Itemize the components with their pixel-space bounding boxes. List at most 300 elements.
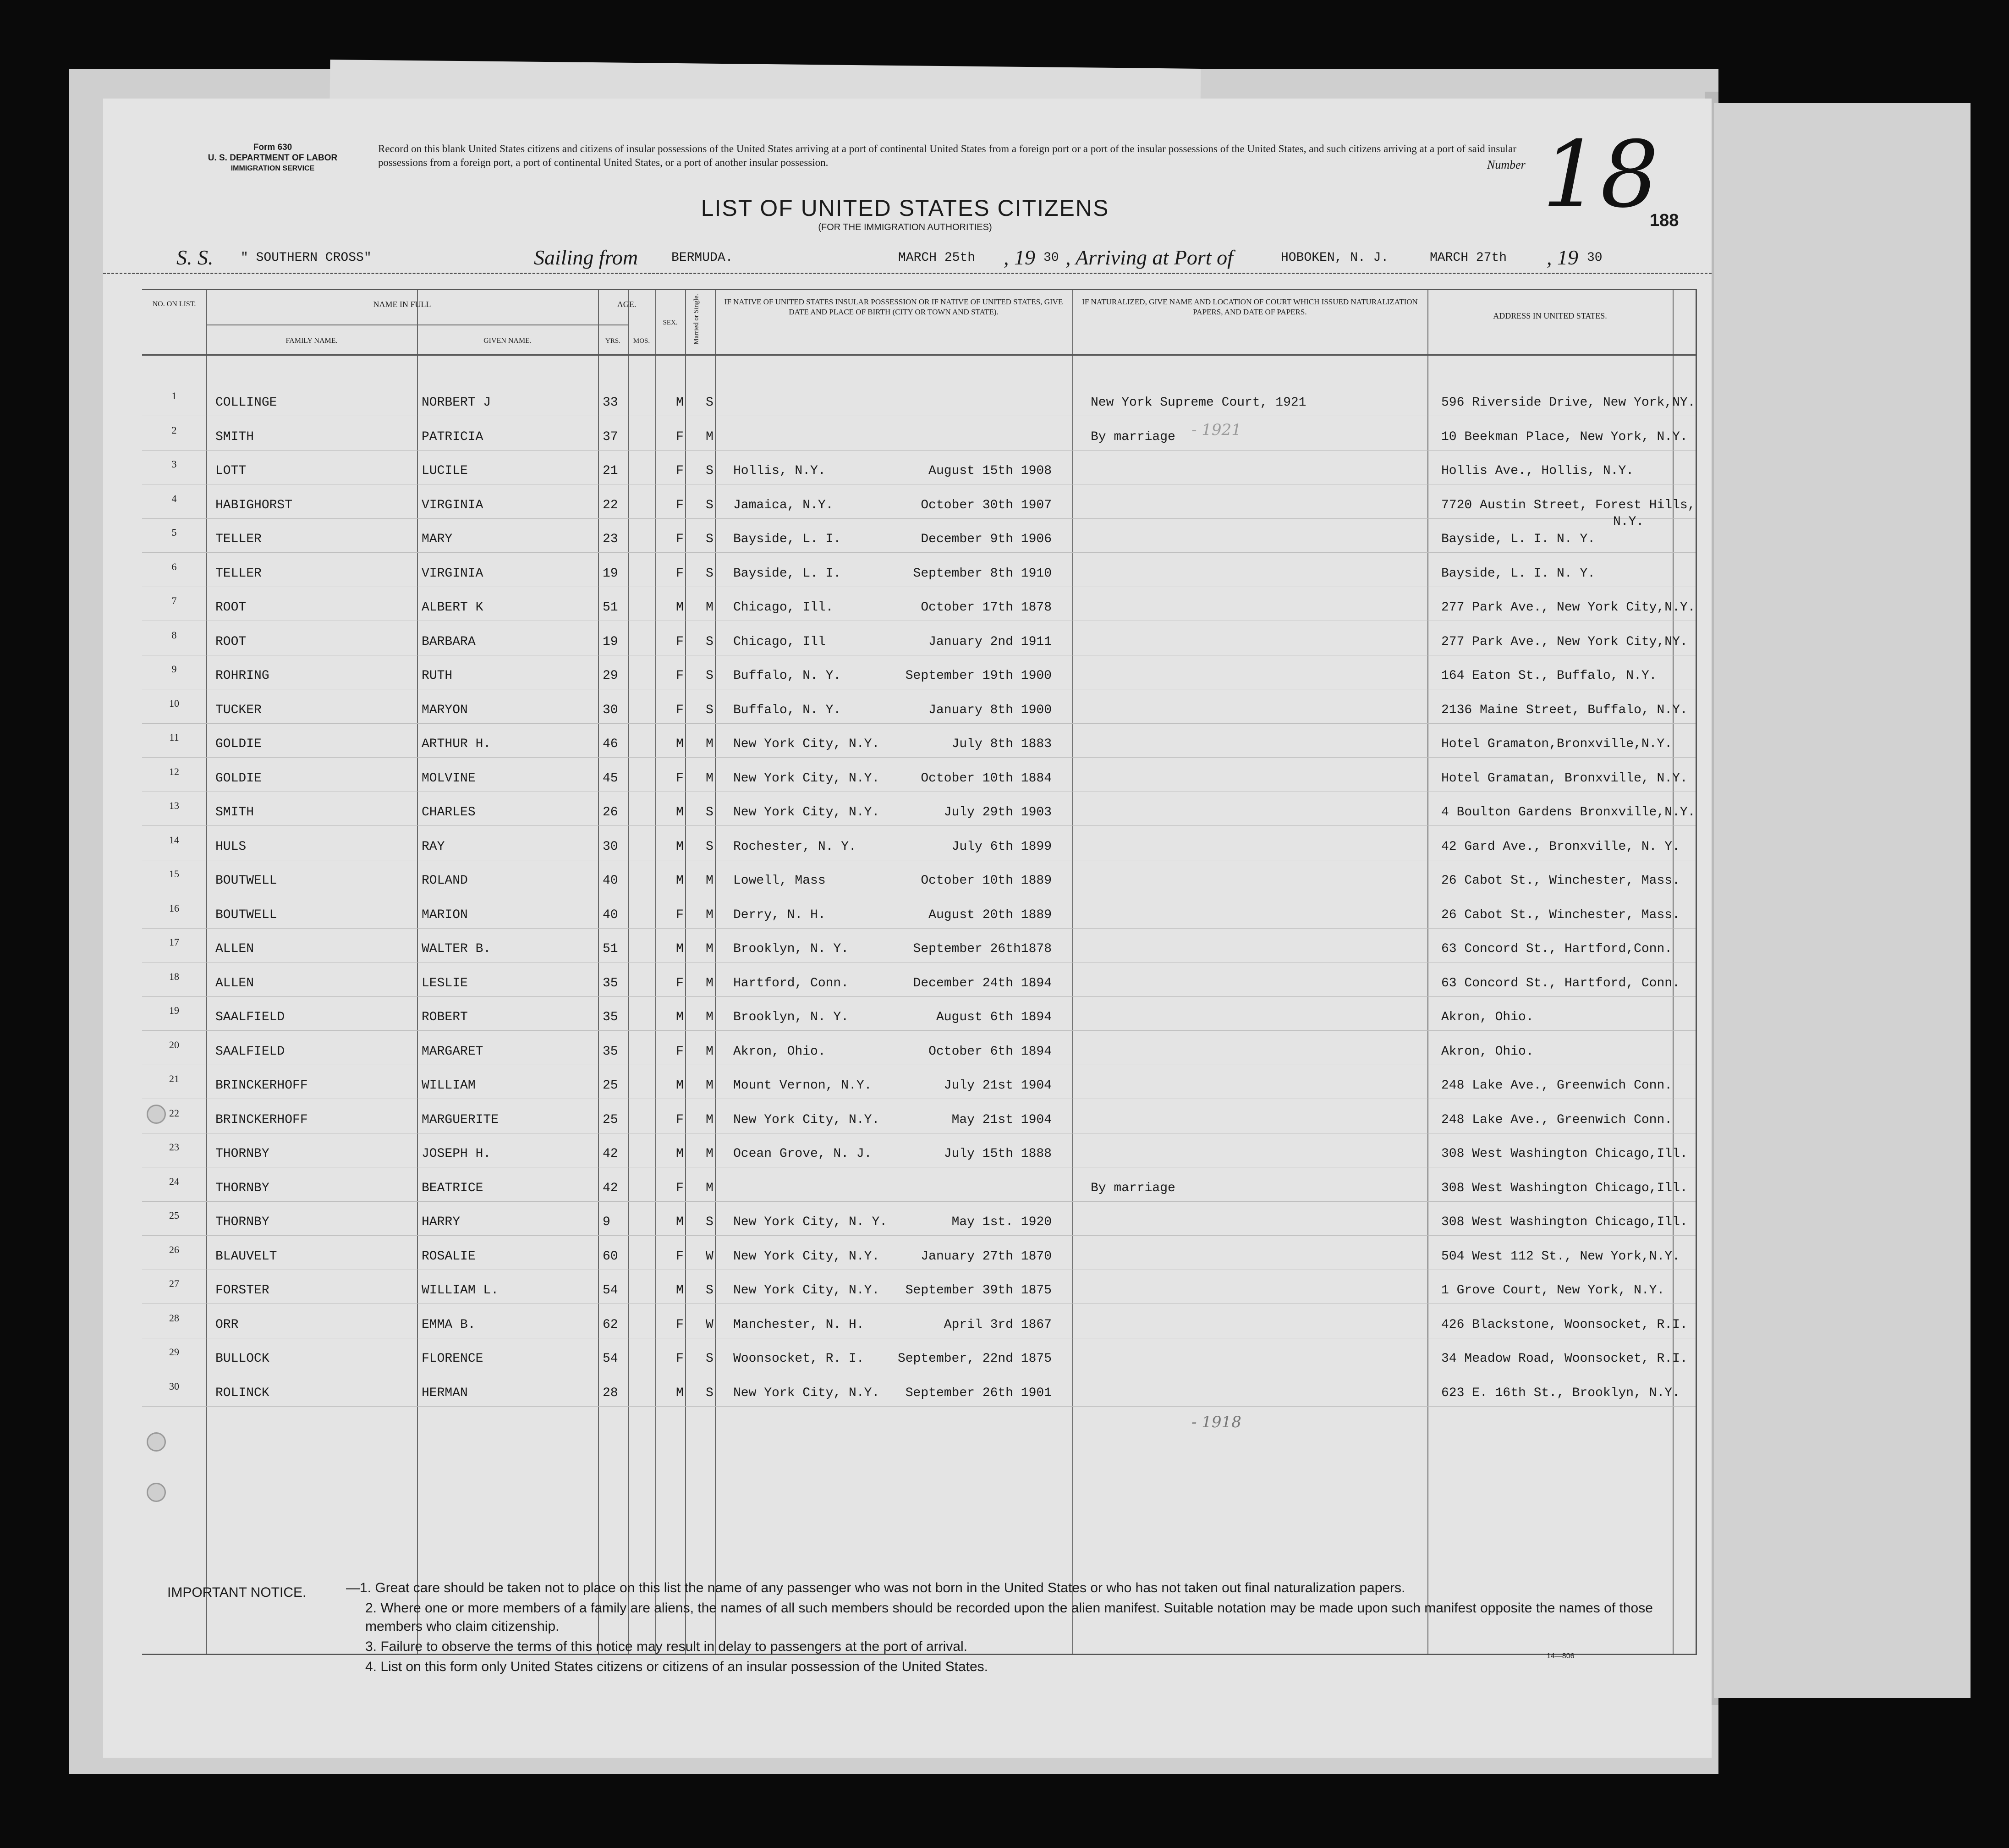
sex: M [676, 1386, 684, 1400]
birth-date: April 3rd 1867 [944, 1317, 1052, 1332]
row-number: 2 [171, 424, 177, 436]
notice-items [346, 1579, 1675, 1678]
family-name: LOTT [215, 464, 247, 478]
marital-status: S [706, 396, 714, 410]
birth-place: Hartford, Conn. [733, 976, 849, 990]
row-number: 17 [169, 936, 179, 948]
naturalization: By marriage [1091, 1181, 1175, 1195]
given-name: MARY [422, 532, 453, 546]
notice-item: 4. List on this form only United States citizens or citizens of an insular possession of the United States. [365, 1659, 988, 1674]
age-years: 45 [603, 771, 618, 786]
list-number: 18 [1542, 121, 1659, 228]
address: 277 Park Ave., New York City,N.Y. [1441, 600, 1696, 615]
age-years: 25 [603, 1078, 618, 1093]
sex: F [676, 703, 684, 717]
birth-date: July 8th 1883 [951, 737, 1052, 751]
given-name: BEATRICE [422, 1181, 483, 1195]
address: Akron, Ohio. [1441, 1010, 1534, 1024]
table-row [142, 1065, 1696, 1099]
table-row [142, 655, 1696, 689]
given-name: ROLAND [422, 874, 468, 888]
sex: F [676, 771, 684, 786]
birth-date: May 21st 1904 [951, 1112, 1052, 1127]
table-row [142, 1270, 1696, 1304]
notice-label: IMPORTANT NOTICE. [167, 1585, 307, 1600]
table-row [142, 758, 1696, 792]
family-name: THORNBY [215, 1181, 269, 1195]
given-name: VIRGINIA [422, 498, 483, 512]
family-name: BOUTWELL [215, 908, 277, 922]
family-name: HABIGHORST [215, 498, 293, 512]
sex: M [676, 1078, 684, 1093]
row-number: 27 [169, 1278, 179, 1289]
binder-hole [147, 1432, 166, 1452]
row-number: 24 [169, 1175, 179, 1187]
birth-place: Bayside, L. I. [733, 566, 841, 581]
sex: M [676, 1010, 684, 1024]
family-name: GOLDIE [215, 737, 262, 751]
row-number: 15 [169, 868, 179, 880]
header-married-single: Married or Single. [692, 294, 700, 345]
birth-date: July 21st 1904 [944, 1078, 1052, 1093]
address: 7720 Austin Street, Forest Hills, [1441, 498, 1696, 512]
age-years: 51 [603, 942, 618, 956]
birth-place: New York City, N.Y. [733, 1249, 880, 1264]
given-name: WILLIAM L. [422, 1283, 499, 1298]
marital-status: S [706, 703, 714, 717]
address: Hollis Ave., Hollis, N.Y. [1441, 464, 1634, 478]
birth-date: January 27th 1870 [921, 1249, 1052, 1264]
marital-status: S [706, 669, 714, 683]
age-years: 35 [603, 1010, 618, 1024]
age-years: 35 [603, 1044, 618, 1059]
given-name: ROSALIE [422, 1249, 476, 1264]
age-years: 40 [603, 874, 618, 888]
given-name: FLORENCE [422, 1352, 483, 1366]
table-row [142, 1304, 1696, 1338]
birth-date: October 17th 1878 [921, 600, 1052, 615]
sex: F [676, 498, 684, 512]
page-number: 188 [1650, 211, 1679, 230]
table-row [142, 484, 1696, 529]
sailing-year: 30 [1043, 251, 1059, 265]
age-years: 26 [603, 805, 618, 820]
sex: F [676, 908, 684, 922]
birth-place: New York City, N. Y. [733, 1215, 888, 1229]
address: 4 Boulton Gardens Bronxville,N.Y. [1441, 805, 1696, 820]
sex: F [676, 1044, 684, 1059]
given-name: PATRICIA [422, 429, 483, 444]
row-number: 6 [171, 561, 177, 572]
handwritten-marriage-year-1: - 1921 [1191, 421, 1241, 439]
given-name: HARRY [422, 1215, 461, 1229]
row-number: 13 [169, 800, 179, 811]
given-name: LUCILE [422, 464, 468, 478]
service-name: IMMIGRATION SERVICE [231, 165, 315, 172]
row-number: 26 [169, 1243, 179, 1255]
number-label: Number [1487, 158, 1526, 171]
form-number: Form 630 [253, 143, 292, 152]
given-name: ALBERT K [422, 600, 483, 615]
header-name-in-full: NAME IN FULL [373, 300, 431, 309]
table-row [142, 587, 1696, 621]
row-number: 25 [169, 1210, 179, 1221]
age-years: 25 [603, 1112, 618, 1127]
adjacent-page [1714, 103, 1971, 1698]
table-row [142, 792, 1696, 826]
naturalization: By marriage [1091, 429, 1175, 444]
birth-place: Chicago, Ill. [733, 600, 834, 615]
row-number: 9 [171, 663, 177, 675]
row-number: 4 [171, 492, 177, 504]
marital-status: M [706, 908, 714, 922]
birth-place: Brooklyn, N. Y. [733, 1010, 849, 1024]
marital-status: W [706, 1317, 714, 1332]
sex: M [676, 1215, 684, 1229]
sex: M [676, 1147, 684, 1161]
name-subrule [206, 324, 628, 325]
given-name: JOSEPH H. [422, 1147, 491, 1161]
address: 34 Meadow Road, Woonsocket, R.I. [1441, 1352, 1688, 1366]
sex: M [676, 1283, 684, 1298]
given-name: MARION [422, 908, 468, 922]
sex: F [676, 1352, 684, 1366]
birth-place: New York City, N.Y. [733, 1283, 880, 1298]
age-years: 54 [603, 1283, 618, 1298]
family-name: GOLDIE [215, 771, 262, 786]
row-number: 18 [169, 970, 179, 982]
binder-hole [147, 1105, 166, 1124]
sex: M [676, 600, 684, 615]
family-name: BLAUVELT [215, 1249, 277, 1264]
birth-date: October 30th 1907 [921, 498, 1052, 512]
age-years: 40 [603, 908, 618, 922]
address: 26 Cabot St., Winchester, Mass. [1441, 908, 1680, 922]
birth-place: New York City, N.Y. [733, 805, 880, 820]
birth-place: New York City, N.Y. [733, 771, 880, 786]
birth-place: Derry, N. H. [733, 908, 826, 922]
birth-date: December 9th 1906 [921, 532, 1052, 546]
row-number: 1 [171, 390, 177, 402]
marital-status: M [706, 976, 714, 990]
birth-place: Chicago, Ill [733, 634, 826, 649]
voyage-line [103, 245, 1712, 273]
sex: M [676, 396, 684, 410]
marital-status: S [706, 464, 714, 478]
family-name: THORNBY [215, 1147, 269, 1161]
sex: F [676, 1112, 684, 1127]
row-number: 14 [169, 834, 179, 846]
sex: F [676, 566, 684, 581]
birth-place: Buffalo, N. Y. [733, 669, 841, 683]
header-sex: SEX. [663, 319, 678, 326]
given-name: VIRGINIA [422, 566, 483, 581]
birth-date: October 10th 1889 [921, 874, 1052, 888]
arrival-year-prefix: , 19 [1547, 246, 1578, 269]
birth-place: New York City, N.Y. [733, 737, 880, 751]
marital-status: M [706, 942, 714, 956]
ss-label: S. S. [176, 246, 214, 269]
header-naturalization: IF NATURALIZED, GIVE NAME AND LOCATION OF COURT WHICH ISSUED NATURALIZATION PAPERS, AND DATE OF PAPERS. [1082, 297, 1418, 316]
given-name: NORBERT J [422, 396, 491, 410]
age-years: 35 [603, 976, 618, 990]
address: Bayside, L. I. N. Y. [1441, 532, 1596, 546]
voyage-rule [103, 273, 1712, 274]
birth-place: Akron, Ohio. [733, 1044, 826, 1059]
header-yrs: YRS. [605, 337, 620, 345]
binder-hole [147, 1483, 166, 1502]
row-number: 21 [169, 1073, 179, 1084]
age-years: 29 [603, 669, 618, 683]
birth-place: New York City, N.Y. [733, 1112, 880, 1127]
form-instructions: Record on this blank United States citizens and citizens of insular possessions of the United States arriving at a port of continental United States from a foreign port or a port of the insular possessions of the United States, and such citizens arriving at a port of said insular possessions from a foreign port, a port of continental United States, or a port of another insular possession. [378, 143, 1517, 168]
marital-status: M [706, 1044, 714, 1059]
family-name: SAALFIELD [215, 1044, 285, 1059]
address: Hotel Gramaton,Bronxville,N.Y. [1441, 737, 1673, 751]
given-name: MARGUERITE [422, 1112, 499, 1127]
header-rule [142, 354, 1696, 356]
birth-date: August 6th 1894 [936, 1010, 1052, 1024]
birth-date: August 20th 1889 [928, 908, 1052, 922]
table-row [142, 996, 1696, 1031]
address: Akron, Ohio. [1441, 1044, 1534, 1059]
table-row [142, 1133, 1696, 1167]
sex: F [676, 976, 684, 990]
address: 42 Gard Ave., Bronxville, N. Y. [1441, 839, 1680, 854]
row-number: 29 [169, 1346, 179, 1358]
family-name: BRINCKERHOFF [215, 1112, 308, 1127]
birth-date: September 39th 1875 [905, 1283, 1052, 1298]
address: 504 West 112 St., New York,N.Y. [1441, 1249, 1680, 1264]
given-name: ROBERT [422, 1010, 468, 1024]
age-years: 23 [603, 532, 618, 546]
table-row [142, 1099, 1696, 1133]
arrival-year: 30 [1587, 251, 1603, 265]
birth-place: Ocean Grove, N. J. [733, 1147, 872, 1161]
table-row [142, 826, 1696, 860]
given-name: WILLIAM [422, 1078, 476, 1093]
birth-place: Hollis, N.Y. [733, 464, 826, 478]
table-row [142, 450, 1696, 484]
sex: F [676, 429, 684, 444]
age-years: 46 [603, 737, 618, 751]
birth-date: September, 22nd 1875 [897, 1352, 1052, 1366]
family-name: TUCKER [215, 703, 262, 717]
manifest-page [103, 99, 1712, 1758]
row-number: 23 [169, 1141, 179, 1153]
birth-date: July 15th 1888 [944, 1147, 1052, 1161]
address: 277 Park Ave., New York City,NY. [1441, 634, 1688, 649]
address: 63 Concord St., Hartford, Conn. [1441, 976, 1680, 990]
given-name: EMMA B. [422, 1317, 476, 1332]
age-years: 33 [603, 396, 618, 410]
header-birth: IF NATIVE OF UNITED STATES INSULAR POSSESSION OR IF NATIVE OF UNITED STATES, GIVE DATE AND PLACE OF BIRTH (CITY OR TOWN AND STATE). [724, 297, 1063, 316]
table-row [142, 1201, 1696, 1236]
sailing-year-prefix: , 19 [1004, 246, 1035, 269]
birth-date: September 8th 1910 [913, 566, 1052, 581]
sailing-date: MARCH 25th [898, 251, 976, 265]
family-name: SMITH [215, 805, 254, 820]
row-number: 3 [171, 458, 177, 470]
sex: F [676, 1249, 684, 1264]
row-number: 19 [169, 1005, 179, 1016]
birth-date: January 2nd 1911 [928, 634, 1052, 649]
given-name: MARYON [422, 703, 468, 717]
table-row [142, 962, 1696, 997]
header-given-name: GIVEN NAME. [483, 337, 532, 345]
row-number: 28 [169, 1312, 179, 1324]
sex: F [676, 669, 684, 683]
marital-status: M [706, 1010, 714, 1024]
birth-date: January 8th 1900 [928, 703, 1052, 717]
birth-place: Lowell, Mass [733, 874, 826, 888]
birth-date: August 15th 1908 [928, 464, 1052, 478]
sex: F [676, 532, 684, 546]
family-name: ALLEN [215, 976, 254, 990]
birth-place: Mount Vernon, N.Y. [733, 1078, 872, 1093]
header-family-name: FAMILY NAME. [285, 337, 338, 345]
sex: M [676, 942, 684, 956]
address: 2136 Maine Street, Buffalo, N.Y. [1441, 703, 1688, 717]
row-number: 5 [171, 527, 177, 538]
form-code: 14—806 [1547, 1652, 1575, 1660]
marital-status: M [706, 1112, 714, 1127]
marital-status: S [706, 566, 714, 581]
row-number: 7 [171, 595, 177, 606]
notice-item: —1. Great care should be taken not to place on this list the name of any passenger who was not born in the United States or who has not taken out final naturalization papers. [346, 1580, 1405, 1595]
row-number: 12 [169, 765, 179, 777]
given-name: ARTHUR H. [422, 737, 491, 751]
notice-item: 2. Where one or more members of a family are aliens, the names of all such members should be recorded upon the alien manifest. Suitable notation may be made upon such manifest opposite the names of those members who claim citizenship. [365, 1600, 1653, 1634]
birth-place: Rochester, N. Y. [733, 839, 856, 854]
birth-date: September 26th1878 [913, 942, 1052, 956]
sex: M [676, 839, 684, 854]
given-name: RAY [422, 839, 445, 854]
page-subtitle: (FOR THE IMMIGRATION AUTHORITIES) [818, 222, 992, 232]
age-years: 42 [603, 1181, 618, 1195]
table-row [142, 553, 1696, 587]
given-name: BARBARA [422, 634, 476, 649]
address: 248 Lake Ave., Greenwich Conn. [1441, 1078, 1673, 1093]
sex: M [676, 737, 684, 751]
table-row [142, 1338, 1696, 1372]
birth-place: Bayside, L. I. [733, 532, 841, 546]
marital-status: M [706, 1078, 714, 1093]
age-years: 51 [603, 600, 618, 615]
given-name: RUTH [422, 669, 453, 683]
family-name: SMITH [215, 429, 254, 444]
family-name: BOUTWELL [215, 874, 277, 888]
family-name: TELLER [215, 532, 262, 546]
marital-status: S [706, 498, 714, 512]
table-row [142, 1236, 1696, 1270]
sex: M [676, 805, 684, 820]
birth-date: December 24th 1894 [913, 976, 1052, 990]
birth-date: May 1st. 1920 [951, 1215, 1052, 1229]
header-mos: MOS. [633, 337, 650, 345]
family-name: HULS [215, 839, 247, 854]
page-title: LIST OF UNITED STATES CITIZENS [701, 195, 1109, 221]
family-name: SAALFIELD [215, 1010, 285, 1024]
address: 308 West Washington Chicago,Ill. [1441, 1215, 1688, 1229]
age-years: 19 [603, 566, 618, 581]
age-years: 60 [603, 1249, 618, 1264]
sex: F [676, 634, 684, 649]
given-name: MARGARET [422, 1044, 483, 1059]
table-row [142, 689, 1696, 724]
family-name: ROHRING [215, 669, 269, 683]
department-name: U. S. DEPARTMENT OF LABOR [208, 153, 338, 163]
row-number: 11 [169, 732, 179, 743]
family-name: THORNBY [215, 1215, 269, 1229]
birth-place: Woonsocket, R. I. [733, 1352, 864, 1366]
family-name: FORSTER [215, 1283, 269, 1298]
sex: M [676, 874, 684, 888]
address: 308 West Washington Chicago,Ill. [1441, 1181, 1688, 1195]
given-name: HERMAN [422, 1386, 468, 1400]
row-number: 8 [171, 629, 177, 641]
address-continued: N.Y. [1613, 514, 1644, 529]
family-name: TELLER [215, 566, 262, 581]
address: 623 E. 16th St., Brooklyn, N.Y. [1441, 1386, 1680, 1400]
birth-place: Brooklyn, N. Y. [733, 942, 849, 956]
family-name: COLLINGE [215, 396, 277, 410]
birth-place: Buffalo, N. Y. [733, 703, 841, 717]
family-name: BULLOCK [215, 1352, 269, 1366]
age-years: 28 [603, 1386, 618, 1400]
address: 164 Eaton St., Buffalo, N.Y. [1441, 669, 1657, 683]
marital-status: M [706, 874, 714, 888]
table-row [142, 382, 1696, 416]
family-name: ORR [215, 1317, 239, 1332]
address: 426 Blackstone, Woonsocket, R.I. [1441, 1317, 1688, 1332]
birth-date: July 6th 1899 [951, 839, 1052, 854]
table-row [142, 1372, 1696, 1407]
birth-place: New York City, N.Y. [733, 1386, 880, 1400]
age-years: 19 [603, 634, 618, 649]
marital-status: M [706, 1181, 714, 1195]
age-years: 30 [603, 839, 618, 854]
marital-status: S [706, 839, 714, 854]
address: 248 Lake Ave., Greenwich Conn. [1441, 1112, 1673, 1127]
table-row [142, 1031, 1696, 1065]
age-years: 22 [603, 498, 618, 512]
address: 10 Beekman Place, New York, N.Y. [1441, 429, 1688, 444]
sex: F [676, 1317, 684, 1332]
marital-status: S [706, 805, 714, 820]
marital-status: S [706, 1215, 714, 1229]
header-address: ADDRESS IN UNITED STATES. [1493, 311, 1607, 320]
arriving-label: , Arriving at Port of [1065, 246, 1233, 269]
table-row [142, 928, 1696, 962]
header-age: AGE. [617, 300, 637, 309]
age-years: 30 [603, 703, 618, 717]
address: 63 Concord St., Hartford,Conn. [1441, 942, 1673, 956]
birth-date: July 29th 1903 [944, 805, 1052, 820]
given-name: MOLVINE [422, 771, 476, 786]
sailing-label: Sailing from [534, 246, 638, 269]
sex: F [676, 1181, 684, 1195]
table-row [142, 621, 1696, 655]
marital-status: M [706, 771, 714, 786]
birth-date: September 19th 1900 [905, 669, 1052, 683]
sailing-port: BERMUDA. [671, 251, 733, 265]
passenger-table [142, 289, 1697, 1655]
table-row [142, 416, 1696, 451]
age-years: 42 [603, 1147, 618, 1161]
age-years: 9 [603, 1215, 610, 1229]
row-number: 30 [169, 1380, 179, 1392]
